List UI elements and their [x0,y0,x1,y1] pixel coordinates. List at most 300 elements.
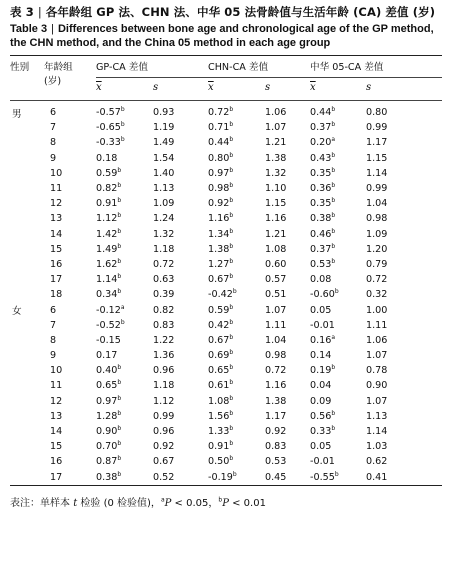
cell-sex [10,151,44,166]
table-row [10,409,442,424]
cell-chn-mean: 1.56$^b$ [208,409,234,422]
cell-chn-sd: 0.57 [265,274,287,286]
cell-china05-mean: 0.33$^b$ [310,424,336,438]
cell-sex [10,227,44,242]
significance-marker: b [117,227,122,235]
cell-gp-sd: 0.96 [153,365,175,377]
cell-gp-mean: 0.38$^b$ [96,470,122,483]
cell-chn-sd: 1.16 [265,213,287,225]
caption-cn-label: 表 3 [10,5,34,19]
significance-marker: b [334,288,339,296]
cell-chn-sd: 1.38 [265,152,287,164]
cell-sex [10,348,44,363]
cell-age: 7 [50,122,57,134]
cell-chn-mean: 1.08$^b$ [208,394,234,407]
cell-chn-mean: 0.67$^b$ [208,272,234,286]
cell-chn-sd: 1.06 [265,107,287,119]
cell-chn-sd: 1.08 [265,243,287,255]
significance-marker: b [117,455,122,463]
significance-marker: b [331,121,336,129]
significance-marker: b [331,409,336,417]
cell-gp-mean: 0.97$^b$ [96,394,122,407]
table-row [10,272,442,287]
cell-gp-mean: -0.52$^b$ [96,318,125,331]
cell-gp-mean: 0.87$^b$ [96,455,122,468]
significance-marker: b [331,242,336,250]
significance-marker: b [331,227,336,235]
cell-gp-sd: 1.22 [153,334,175,346]
cell-chn-mean: 0.98$^b$ [208,181,234,195]
cell-china05-mean: 0.05 [310,304,332,316]
cell-china05-sd: 0.99 [366,183,388,195]
cell-gp-mean: 1.49$^b$ [96,242,122,255]
cell-gp-mean: 0.70$^b$ [96,440,122,453]
cell-sex [10,120,44,135]
cell-age: 13 [50,213,63,225]
cell-sex [10,135,44,150]
cell-gp-sd: 0.72 [153,258,175,270]
cell-chn-sd: 0.51 [265,289,287,301]
cell-age: 8 [50,334,57,346]
cell-gp-mean: 0.34$^b$ [96,288,122,301]
data-table [10,56,442,485]
cell-chn-sd: 1.04 [265,334,287,346]
table-row [10,257,442,272]
table-row [10,181,442,196]
cell-china05-sd: 0.41 [366,471,388,483]
cell-gp-mean: 0.17 [96,350,118,362]
cell-sex [10,439,44,454]
cell-chn-sd: 1.32 [265,167,287,179]
cell-chn-mean: 1.27$^b$ [208,257,234,270]
cell-gp-sd: 1.36 [153,350,175,362]
cell-chn-mean: 0.65$^b$ [208,364,234,377]
cell-sex [10,333,44,348]
table-row [10,454,442,469]
cell-china05-sd: 0.72 [366,274,388,286]
cell-gp-sd: 0.67 [153,456,175,468]
cell-china05-mean: -0.60$^b$ [310,288,339,301]
cell-china05-sd: 0.90 [366,380,388,392]
significance-marker: b [331,197,336,205]
cell-sex [10,394,44,409]
significance-marker: b [117,394,122,402]
header-sex: 性别 [10,62,30,73]
significance-marker: a [331,136,336,144]
table-row [10,363,442,378]
cell-chn-mean: 0.97$^b$ [208,166,234,179]
significance-marker: b [117,212,122,220]
significance-marker: b [331,181,336,189]
cell-gp-sd: 0.92 [153,441,175,453]
table-row [10,166,442,181]
significance-marker: b [331,364,336,372]
cell-gp-mean: 0.91$^b$ [96,197,122,210]
cell-china05-mean: -0.01 [310,319,335,331]
cell-age: 10 [50,167,63,179]
significance-marker: b [120,318,125,326]
cell-sex [10,470,44,485]
cell-china05-mean: 0.43$^b$ [310,151,336,164]
cell-chn-mean: 0.44$^b$ [208,136,234,149]
cell-china05-mean: 0.37$^b$ [310,121,336,134]
table-row [10,196,442,211]
cell-age: 12 [50,198,63,210]
cell-china05-mean: 0.04 [310,380,332,392]
cell-sex [10,409,44,424]
table-row [10,227,442,242]
table-row [10,333,442,348]
caption-cn-text: 各年龄组 GP 法、CHN 法、中华 05 法骨龄值与生活年龄 (CA) 差值 (岁) [45,5,436,19]
table-row [10,439,442,454]
cell-china05-sd: 0.98 [366,213,388,225]
cell-china05-mean: -0.55$^b$ [310,470,339,483]
cell-gp-sd: 1.18 [153,243,175,255]
table-row [10,242,442,257]
significance-marker: b [229,424,234,432]
cell-gp-sd: 1.24 [153,213,175,225]
cell-chn-sd: 1.17 [265,410,287,422]
cell-gp-sd: 1.09 [153,198,175,210]
cell-china05-sd: 0.80 [366,107,388,119]
cell-age: 11 [50,380,63,392]
cell-sex [10,242,44,257]
cell-gp-mean: 1.62$^b$ [96,257,122,270]
cell-china05-sd: 0.99 [366,122,388,134]
significance-marker: b [229,440,234,448]
cell-sex [10,424,44,439]
cell-sex [10,166,44,181]
cell-sex [10,318,44,333]
significance-marker: b [117,272,122,280]
cell-china05-sd: 1.14 [366,426,388,438]
cell-age: 11 [50,183,63,195]
cell-age: 13 [50,410,63,422]
cell-chn-sd: 0.45 [265,471,287,483]
header-chn-sd: s [265,82,271,93]
table-note: 表注：单样本 t 检验 (0 检验值)，$^a$P < 0.05，$^b$P < 0.01 [10,496,266,509]
cell-china05-sd: 1.14 [366,167,388,179]
cell-chn-sd: 0.83 [265,441,287,453]
cell-chn-sd: 1.11 [265,319,287,331]
cell-chn-mean: 0.91$^b$ [208,440,234,453]
cell-gp-sd: 1.19 [153,122,175,134]
cell-chn-sd: 1.21 [265,137,287,149]
cell-chn-mean: 0.59$^b$ [208,303,234,316]
table-row [10,151,442,166]
header-china05-mean: $\overline{x}$ [310,82,316,93]
cell-china05-sd: 1.00 [366,304,388,316]
cell-china05-mean: 0.44$^b$ [310,105,336,119]
cell-china05-mean: 0.56$^b$ [310,409,336,422]
cell-china05-sd: 1.11 [366,319,388,331]
significance-marker: b [117,440,122,448]
significance-marker: b [229,364,234,372]
cell-age: 6 [50,304,57,316]
cell-chn-mean: 1.34$^b$ [208,227,234,240]
significance-marker: b [229,166,234,174]
cell-chn-sd: 1.38 [265,395,287,407]
significance-marker: b [229,105,234,113]
cell-gp-sd: 1.13 [153,183,175,195]
significance-marker: b [117,257,122,265]
table-row [10,101,442,120]
caption-english: Table 3 | Differences between bone age and chronological age of the GP method, the CHN method, and the China 05 method in each age group [10,23,434,49]
cell-sex [10,196,44,211]
cell-chn-sd: 0.72 [265,365,287,377]
cell-gp-mean: 0.82$^b$ [96,181,122,195]
cell-sex [10,211,44,226]
cell-sex [10,378,44,393]
cell-gp-sd: 0.63 [153,274,175,286]
significance-marker: b [117,181,122,189]
table-row [10,211,442,226]
cell-china05-mean: 0.08 [310,274,332,286]
cell-china05-mean: 0.20$^a$ [310,136,336,149]
header-chn: CHN-CA 差值 [208,56,310,78]
cell-chn-mean: 1.38$^b$ [208,242,234,255]
cell-age: 10 [50,365,63,377]
cell-chn-sd: 1.07 [265,304,287,316]
significance-marker: b [117,197,122,205]
cell-gp-mean: 0.18 [96,152,118,164]
cell-gp-sd: 0.99 [153,410,175,422]
cell-china05-sd: 1.07 [366,350,388,362]
cell-sex: 男 [12,108,22,120]
cell-gp-sd: 1.32 [153,228,175,240]
cell-age: 15 [50,441,63,453]
significance-marker: b [331,424,336,432]
cell-age: 9 [50,152,57,164]
cell-china05-mean: 0.19$^b$ [310,364,336,377]
cell-chn-mean: 0.71$^b$ [208,121,234,134]
cell-gp-sd: 1.49 [153,137,175,149]
significance-marker: a [331,333,336,341]
cell-chn-mean: 0.67$^b$ [208,333,234,346]
cell-age: 12 [50,395,63,407]
cell-gp-mean: 1.14$^b$ [96,272,122,286]
cell-age: 18 [50,289,63,301]
cell-chn-sd: 1.10 [265,183,287,195]
significance-marker: b [229,394,234,402]
significance-marker: b [229,318,234,326]
cell-china05-mean: 0.38$^b$ [310,212,336,225]
cell-gp-sd: 0.52 [153,471,175,483]
cell-chn-sd: 0.98 [265,350,287,362]
cell-chn-sd: 1.21 [265,228,287,240]
cell-gp-mean: -0.57$^b$ [96,105,125,119]
cell-china05-sd: 1.15 [366,152,388,164]
caption-en-label: Table 3 [10,23,48,35]
cell-chn-mean: 0.50$^b$ [208,455,234,468]
cell-china05-sd: 0.32 [366,289,388,301]
significance-marker: b [229,272,234,280]
cell-sex: 女 [12,306,22,318]
cell-chn-sd: 0.92 [265,426,287,438]
significance-marker: b [331,257,336,265]
significance-marker: b [117,409,122,417]
cell-china05-mean: 0.53$^b$ [310,257,336,270]
cell-sex [10,363,44,378]
cell-gp-mean: -0.15 [96,334,121,346]
significance-marker: b [229,197,234,205]
cell-gp-sd: 0.83 [153,319,175,331]
cell-chn-mean: 0.72$^b$ [208,105,234,119]
caption-chinese: 表 3 | 各年龄组 GP 法、CHN 法、中华 05 法骨龄值与生活年龄 (CA) 差值 (岁) [10,5,436,19]
significance-marker: b [331,166,336,174]
significance-marker: b [232,288,237,296]
cell-age: 14 [50,228,63,240]
header-gp-mean: $\overline{x}$ [96,82,102,93]
cell-sex [10,287,44,302]
cell-china05-mean: 0.35$^b$ [310,197,336,210]
significance-marker: b [331,212,336,220]
cell-chn-mean: 0.61$^b$ [208,379,234,392]
cell-sex [10,272,44,287]
cell-gp-mean: 0.90$^b$ [96,424,122,438]
significance-marker: b [229,121,234,129]
cell-china05-sd: 1.07 [366,395,388,407]
cell-chn-sd: 0.53 [265,456,287,468]
significance-marker: b [117,379,122,387]
header-age-group: 年龄组 (岁) [44,62,73,87]
cell-china05-mean: 0.14 [310,350,332,362]
cell-china05-mean: 0.09 [310,395,332,407]
significance-marker: b [229,348,234,356]
cell-gp-mean: 0.40$^b$ [96,364,122,377]
cell-sex [10,181,44,196]
cell-gp-mean: 0.65$^b$ [96,379,122,392]
significance-marker: b [229,333,234,341]
cell-gp-mean: 1.28$^b$ [96,409,122,422]
cell-gp-sd: 1.40 [153,167,175,179]
significance-marker: b [117,470,122,478]
cell-gp-sd: 0.93 [153,107,175,119]
significance-marker: b [117,424,122,432]
cell-china05-sd: 1.17 [366,137,388,149]
cell-gp-sd: 1.12 [153,395,175,407]
header-age-unit: (岁) [44,76,62,87]
cell-china05-sd: 1.09 [366,228,388,240]
cell-china05-mean: 0.46$^b$ [310,227,336,240]
cell-age: 17 [50,274,63,286]
cell-chn-sd: 1.07 [265,122,287,134]
significance-marker: b [229,242,234,250]
header-china05-sd: s [366,82,372,93]
caption-en-text: Differences between bone age and chronological age of the GP method, the CHN method, and the China 05 method in each age group [10,23,434,49]
table-bottom-rule [10,485,442,486]
cell-china05-mean: 0.36$^b$ [310,181,336,195]
cell-china05-sd: 1.04 [366,198,388,210]
cell-gp-mean: 0.59$^b$ [96,166,122,179]
cell-gp-sd: 0.82 [153,304,175,316]
cell-chn-mean: 0.69$^b$ [208,348,234,362]
table-row [10,394,442,409]
significance-marker: b [117,166,122,174]
cell-chn-sd: 1.16 [265,380,287,392]
cell-china05-sd: 0.62 [366,456,388,468]
table-row [10,318,442,333]
cell-china05-sd: 1.03 [366,441,388,453]
significance-marker: b [229,257,234,265]
significance-marker: b [334,470,339,478]
cell-chn-mean: 1.33$^b$ [208,424,234,438]
significance-marker: b [229,227,234,235]
header-gp: GP-CA 差值 [96,56,208,78]
significance-marker: a [120,303,125,311]
significance-marker: b [229,409,234,417]
significance-marker: b [229,151,234,159]
cell-chn-mean: -0.19$^b$ [208,470,237,483]
cell-gp-sd: 0.39 [153,289,175,301]
cell-china05-sd: 1.06 [366,334,388,346]
significance-marker: b [117,364,122,372]
cell-chn-mean: 1.16$^b$ [208,212,234,225]
significance-marker: b [229,379,234,387]
cell-age: 7 [50,319,57,331]
significance-marker: b [229,455,234,463]
header-gp-sd: s [153,82,159,93]
cell-gp-mean: -0.65$^b$ [96,121,125,134]
table-row [10,135,442,150]
cell-chn-sd: 1.15 [265,198,287,210]
significance-marker: b [117,242,122,250]
significance-marker: b [331,105,336,113]
cell-gp-mean: 1.42$^b$ [96,227,122,240]
cell-age: 9 [50,350,57,362]
cell-china05-mean: 0.05 [310,441,332,453]
cell-age: 16 [50,258,63,270]
table-row [10,424,442,439]
cell-gp-mean: -0.12$^a$ [96,303,125,316]
cell-age: 14 [50,426,63,438]
significance-marker: b [229,212,234,220]
cell-chn-mean: 0.92$^b$ [208,197,234,210]
cell-china05-sd: 0.79 [366,258,388,270]
cell-age: 6 [50,107,57,119]
header-china05: 中华 05-CA 差值 [310,56,442,78]
table-body [10,101,442,485]
cell-gp-mean: -0.33$^b$ [96,136,125,149]
cell-age: 16 [50,456,63,468]
cell-sex [10,454,44,469]
cell-gp-sd: 1.18 [153,380,175,392]
cell-china05-sd: 1.13 [366,410,388,422]
significance-marker: b [117,288,122,296]
table-row [10,470,442,485]
cell-china05-sd: 1.20 [366,243,388,255]
cell-china05-mean: 0.16$^a$ [310,333,336,346]
table-row [10,120,442,135]
table-row [10,378,442,393]
cell-china05-mean: 0.35$^b$ [310,166,336,179]
cell-china05-mean: -0.01 [310,456,335,468]
significance-marker: b [120,136,125,144]
cell-sex [10,257,44,272]
cell-age: 15 [50,243,63,255]
significance-marker: b [229,303,234,311]
header-chn-mean: $\overline{x}$ [208,82,214,93]
significance-marker: b [331,151,336,159]
cell-gp-mean: 1.12$^b$ [96,212,122,225]
cell-chn-mean: 0.42$^b$ [208,318,234,331]
cell-age: 17 [50,471,63,483]
significance-marker: b [232,470,237,478]
cell-chn-sd: 0.60 [265,258,287,270]
table-row [10,302,442,317]
significance-marker: b [120,105,125,113]
table-row [10,348,442,363]
